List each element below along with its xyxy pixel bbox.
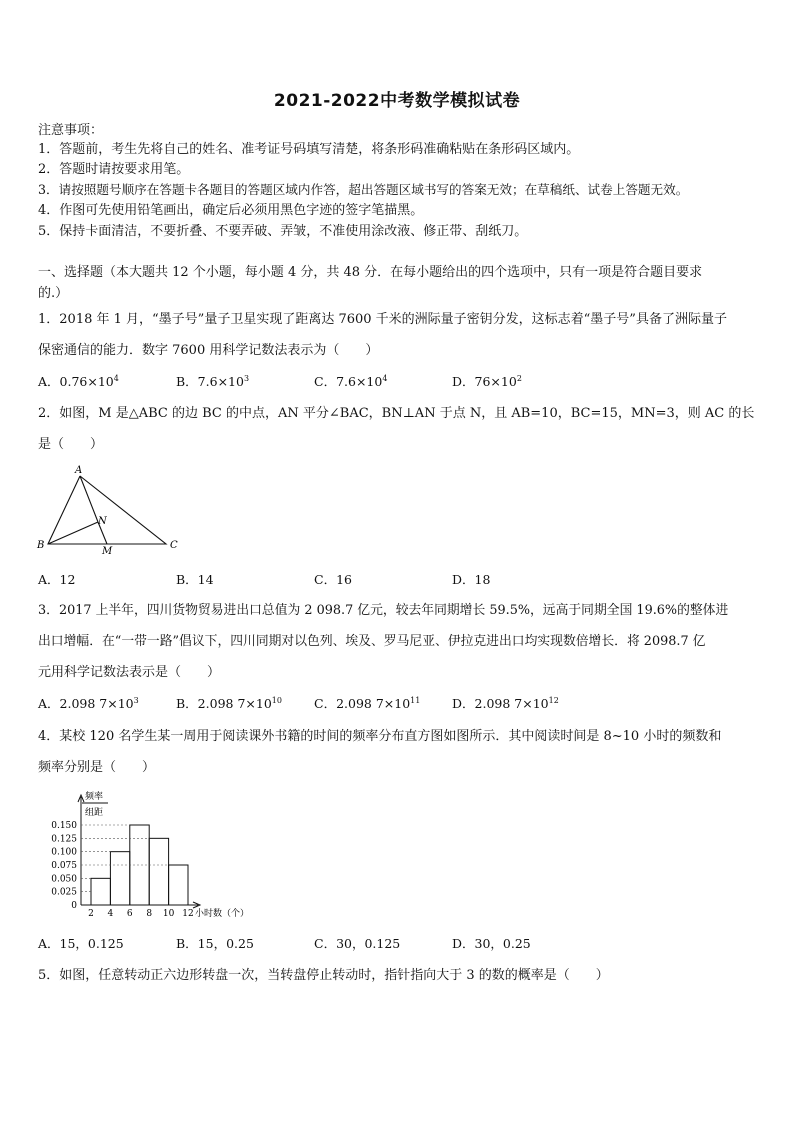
histogram-bar — [149, 838, 168, 905]
label-m: M — [102, 546, 113, 557]
y-tick-label: 0.100 — [51, 847, 77, 858]
q4-option-d: D．30，0.25 — [452, 936, 531, 951]
q4-option-b: B．15，0.25 — [176, 936, 254, 951]
q1-option-c: C．$7.6\times 10^4$ — [314, 374, 388, 389]
histogram-bar — [110, 852, 129, 905]
q2-option-b: B．14 — [176, 572, 214, 587]
ylabel-bottom: 组距 — [85, 808, 104, 818]
q2-option-c: C．16 — [314, 572, 352, 587]
y-tick-label: 0.050 — [51, 874, 77, 885]
q5-line1: 5．如图，任意转动正六边形转盘一次，当转盘停止转动时，指针指向大于 3 的数的概率是（ ） — [38, 968, 609, 983]
notice-item-5: 5．保持卡面清洁，不要折叠、不要弄破、弄皱，不准使用涂改液、修正带、刮纸刀。 — [38, 224, 528, 239]
q2-line2: 是（ ） — [38, 437, 104, 452]
q1-option-a: A．$0.76\times 10^4$ — [38, 374, 119, 389]
q4-line1: 4．某校 120 名学生某一周用于阅读课外书籍的时间的频率分布直方图如图所示．其中阅读时间是 8~10 小时的频数和 — [38, 729, 722, 744]
x-tick-label: 8 — [146, 909, 153, 919]
q2-option-a: A．12 — [38, 572, 76, 587]
y-tick-label: 0 — [71, 901, 77, 911]
x-tick-label: 2 — [88, 909, 94, 919]
q3-line1: 3．2017 上半年，四川货物贸易进出口总值为 2 098.7 亿元，较去年同期增长 59.5%，远高于同期全国 19.6%的整体进 — [38, 603, 729, 618]
q1-option-b: B．$7.6\times 10^3$ — [176, 374, 250, 389]
ylabel-top: 频率 — [85, 792, 104, 802]
section-heading-line2: 的.） — [38, 286, 69, 301]
q3-line3: 元用科学记数法表示是（ ） — [38, 665, 221, 680]
x-axis-label: 小时数（个） — [195, 909, 250, 919]
x-tick-label: 10 — [162, 909, 175, 919]
label-b: B — [37, 540, 45, 551]
q1-line1: 1．2018 年 1 月，“墨子号”量子卫星实现了距离达 7600 千米的洲际量子密钥分发，这标志着“墨子号”具备了洲际量子 — [38, 312, 727, 327]
triangle-abc — [48, 476, 166, 544]
q4-histogram — [36, 785, 266, 925]
notice-item-4: 4．作图可先使用铅笔画出，确定后必须用黑色字迹的签字笔描黑。 — [38, 203, 424, 218]
notice-item-3: 3．请按照题号顺序在答题卡各题目的答题区域内作答，超出答题区域书写的答案无效；在草稿纸、试卷上答题无效。 — [38, 182, 689, 197]
label-n: N — [98, 516, 107, 527]
histogram-bar — [91, 878, 110, 905]
histogram-bar — [169, 865, 188, 905]
label-a: A — [75, 465, 83, 476]
q2-triangle-figure — [30, 462, 190, 557]
x-tick-label: 6 — [126, 909, 133, 919]
q4-line2: 频率分别是（ ） — [38, 760, 156, 775]
notice-item-2: 2．答题时请按要求用笔。 — [38, 162, 190, 177]
section-heading-line1: 一、选择题（本大题共 12 个小题，每小题 4 分，共 48 分．在每小题给出的四个选项中，只有一项是符合题目要求 — [38, 265, 703, 280]
q1-option-d: D．$76\times 10^2$ — [452, 374, 522, 389]
segment-bn — [48, 522, 98, 544]
label-c: C — [170, 540, 178, 551]
q1-line2: 保密通信的能力．数字 7600 用科学记数法表示为（ ） — [38, 343, 379, 358]
q3-option-b: B．2.098 $7\times 10^{10}$ — [176, 696, 282, 711]
y-tick-label: 0.025 — [51, 887, 77, 898]
notice-heading: 注意事项： — [38, 123, 104, 138]
q4-option-c: C．30，0.125 — [314, 936, 401, 951]
q4-option-a: A．15，0.125 — [38, 936, 124, 951]
x-tick-label: 4 — [107, 909, 114, 919]
q3-option-d: D．2.098 $7\times 10^{12}$ — [452, 696, 559, 711]
q3-option-c: C．2.098 $7\times 10^{11}$ — [314, 696, 421, 711]
q3-option-a: A．2.098 $7\times 10^3$ — [38, 696, 139, 711]
q2-option-d: D．18 — [452, 572, 491, 587]
q3-line2: 出口增幅．在“一带一路”倡议下，四川同期对以色列、埃及、罗马尼亚、伊拉克进出口均实现数倍增长．将 2098.7 亿 — [38, 634, 706, 649]
notice-item-1: 1．答题前，考生先将自己的姓名、准考证号码填写清楚，将条形码准确粘贴在条形码区域内。 — [38, 142, 580, 157]
q2-line1: 2．如图，M 是△ABC 的边 BC 的中点，AN 平分∠BAC，BN⊥AN 于点 N，且 AB=10，BC=15，MN=3，则 AC 的长 — [38, 406, 755, 421]
x-tick-label: 12 — [182, 909, 194, 919]
y-tick-label: 0.150 — [51, 821, 77, 831]
y-tick-label: 0.125 — [51, 834, 77, 845]
y-tick-label: 0.075 — [51, 861, 77, 871]
page-title: 2021-2022中考数学模拟试卷 — [273, 91, 521, 111]
